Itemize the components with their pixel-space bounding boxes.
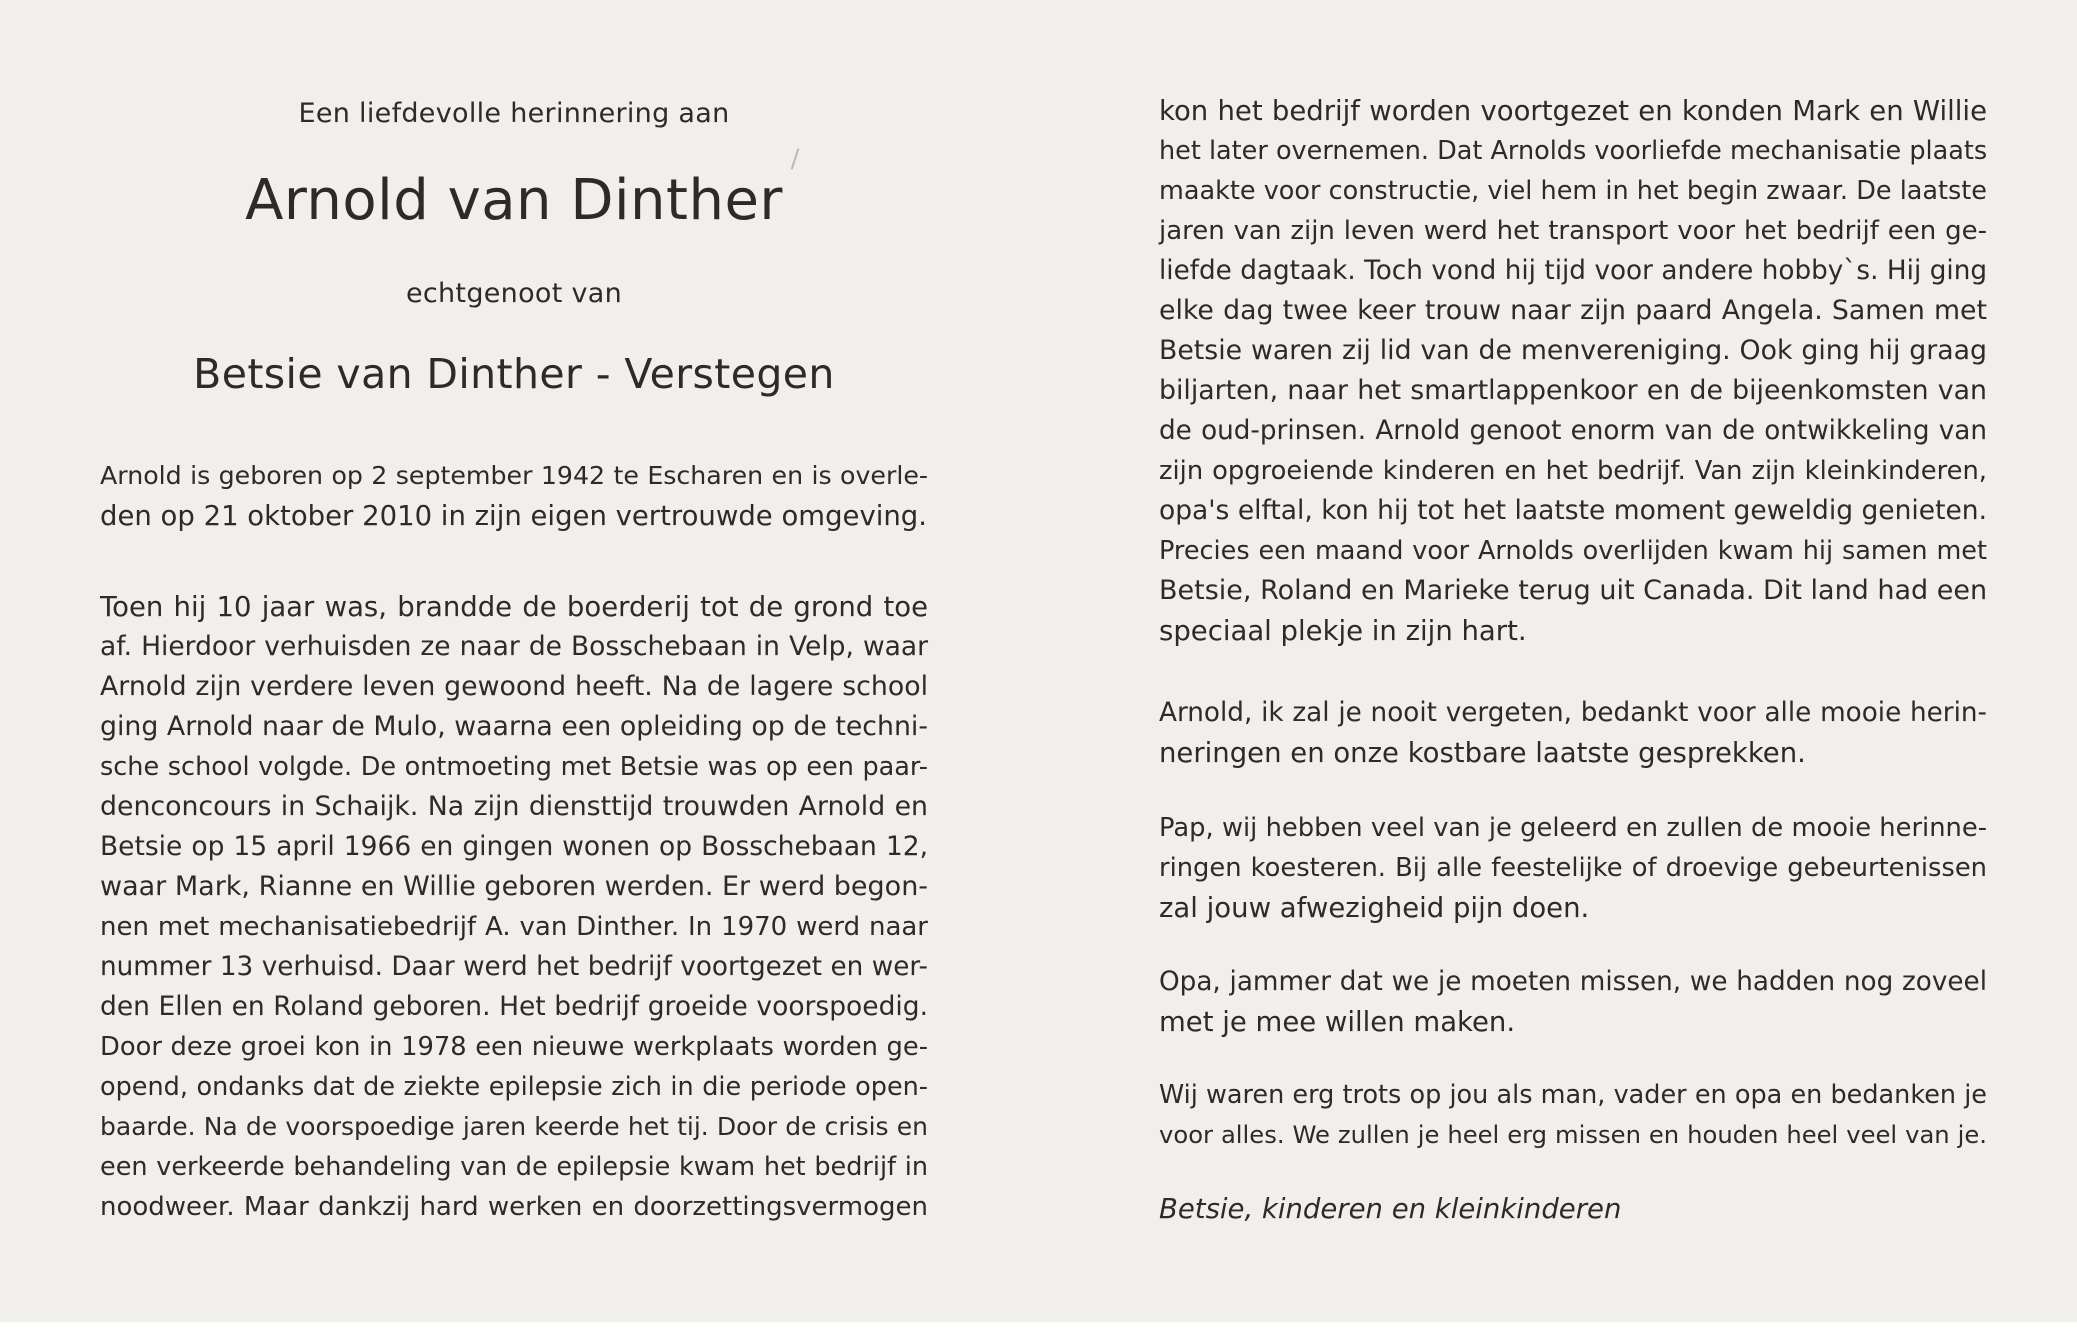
text-line: liefde dagtaak. Toch vond hij tijd voor andere hobby`s. Hij ging: [1159, 256, 1987, 286]
text-line: opend, ondanks dat de ziekte epilepsie zich in die periode open-: [100, 1072, 928, 1102]
text-line: speciaal plekje in zijn hart.: [1159, 615, 1527, 647]
text-line: het later overnemen. Dat Arnolds voorliefde mechanisatie plaats: [1159, 136, 1988, 166]
text-line: Door deze groei kon in 1978 een nieuwe werkplaats worden ge-: [100, 1032, 928, 1062]
text-line: maakte voor constructie, viel hem in het begin zwaar. De laatste: [1159, 176, 1987, 206]
text-line: Betsie waren zij lid van de menvereniging. Ook ging hij graag: [1159, 335, 1987, 366]
text-line: Pap, wij hebben veel van je geleerd en zullen de mooie herinne-: [1159, 813, 1987, 843]
text-line: Precies een maand voor Arnolds overlijden kwam hij samen met: [1159, 536, 1987, 566]
pen-mark: [791, 148, 800, 170]
text-line: biljarten, naar het smartlappenkoor en de bijeenkomsten van: [1159, 375, 1987, 406]
text-line: den op 21 oktober 2010 in zijn eigen vertrouwde omgeving.: [100, 500, 927, 532]
text-line: Opa, jammer dat we je moeten missen, we hadden nog zoveel: [1159, 967, 1987, 997]
text-line: baarde. Na de voorspoedige jaren keerde het tij. Door de crisis en: [100, 1112, 928, 1141]
intro-text: Een liefdevolle herinnering aan: [298, 98, 730, 129]
spouse-intro: echtgenoot van: [405, 278, 623, 309]
text-line: ringen koesteren. Bij alle feestelijke of droevige gebeurtenissen: [1159, 853, 1987, 883]
text-line: met je mee willen maken.: [1159, 1006, 1516, 1038]
text-line: Wij waren erg trots op jou als man, vader en opa en bedanken je: [1159, 1080, 1987, 1110]
text-line: Betsie op 15 april 1966 en gingen wonen op Bosschebaan 12,: [100, 831, 928, 862]
text-line: een verkeerde behandeling van de epilepsie kwam het bedrijf in: [100, 1152, 928, 1182]
text-line: opa's elftal, kon hij tot het laatste moment geweldig genieten.: [1159, 495, 1987, 526]
text-line: zal jouw afwezigheid pijn doen.: [1159, 892, 1590, 924]
text-line: de oud-prinsen. Arnold genoot enorm van de ontwikkeling van: [1159, 416, 1987, 446]
text-line: noodweer. Maar dankzij hard werken en doorzettingsvermogen: [100, 1192, 928, 1222]
text-line: nen met mechanisatiebedrijf A. van Dinther. In 1970 werd naar: [100, 912, 928, 942]
text-line: Toen hij 10 jaar was, brandde de boerderij tot de grond toe: [100, 591, 928, 623]
spouse-name: Betsie van Dinther - Verstegen: [193, 350, 835, 398]
text-line: voor alles. We zullen je heel erg missen en houden heel veel van je.: [1159, 1120, 1987, 1149]
text-line: zijn opgroeiende kinderen en het bedrijf. Van zijn kleinkinderen,: [1159, 456, 1987, 486]
text-line: denconcours in Schaijk. Na zijn diensttijd trouwden Arnold en: [100, 791, 928, 822]
text-line: kon het bedrijf worden voortgezet en konden Mark en Willie: [1159, 95, 1987, 127]
text-line: sche school volgde. De ontmoeting met Betsie was op een paar-: [100, 752, 928, 782]
signature: Betsie, kinderen en kleinkinderen: [1159, 1193, 1622, 1225]
text-line: af. Hierdoor verhuisden ze naar de Bosschebaan in Velp, waar: [100, 631, 928, 662]
card-bottom-edge: [0, 1322, 2077, 1329]
text-line: Betsie, Roland en Marieke terug uit Canada. Dit land had een: [1159, 575, 1988, 606]
text-line: Arnold zijn verdere leven gewoond heeft. Na de lagere school: [100, 671, 928, 702]
text-line: Arnold, ik zal je nooit vergeten, bedankt voor alle mooie herin-: [1159, 698, 1987, 728]
text-line: neringen en onze kostbare laatste gesprekken.: [1159, 737, 1806, 769]
text-line: Arnold is geboren op 2 september 1942 te Escharen en is overle-: [100, 461, 928, 490]
text-line: ging Arnold naar de Mulo, waarna een opleiding op de techni-: [100, 711, 928, 742]
text-line: nummer 13 verhuisd. Daar werd het bedrijf voortgezet en wer-: [100, 952, 928, 982]
deceased-name: Arnold van Dinther: [245, 168, 783, 233]
text-line: elke dag twee keer trouw naar zijn paard Angela. Samen met: [1159, 295, 1987, 326]
text-line: jaren van zijn leven werd het transport voor het bedrijf een ge-: [1159, 216, 1987, 246]
text-line: den Ellen en Roland geboren. Het bedrijf groeide voorspoedig.: [100, 991, 928, 1022]
text-line: waar Mark, Rianne en Willie geboren werden. Er werd begon-: [100, 871, 929, 902]
